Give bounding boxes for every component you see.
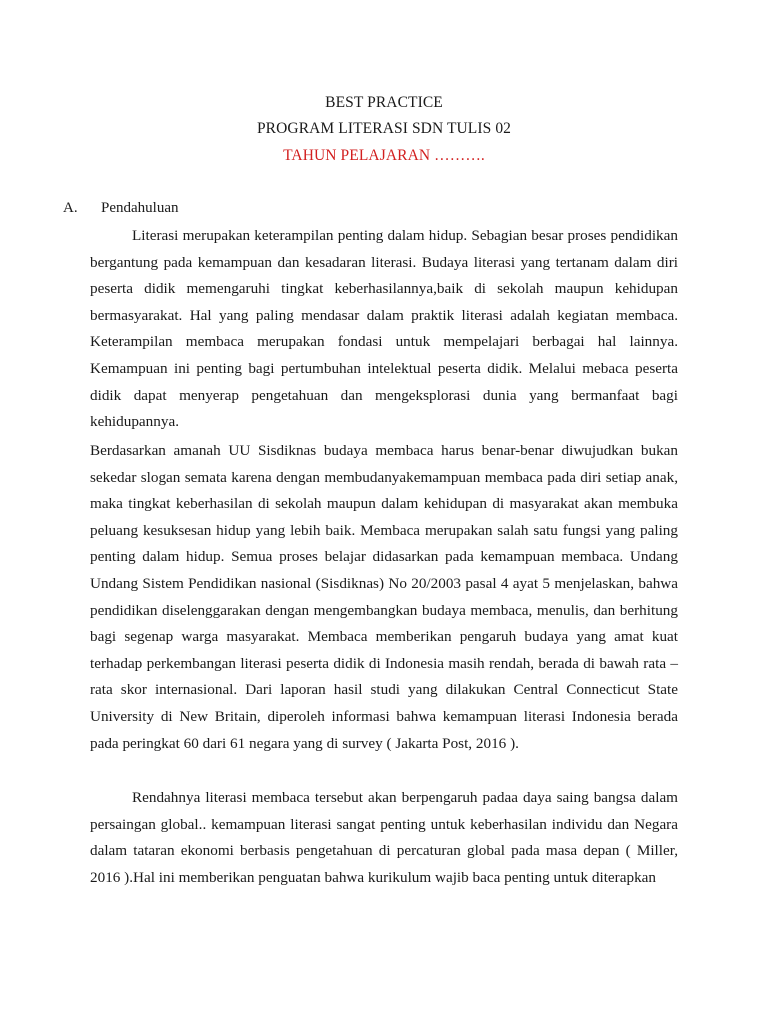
- section-heading-text: Pendahuluan: [101, 200, 179, 216]
- section-heading: [63, 200, 178, 217]
- document-title: BEST PRACTICE: [325, 94, 443, 111]
- section-letter: A.: [63, 200, 78, 216]
- paragraph-introduction: Literasi merupakan keterampilan penting dalam hidup. Sebagian besar proses pendidikan bergantung pada kemampuan dan kesadaran literasi. Budaya literasi yang tertanam dalam diri peserta didik memengaruhi tingkat keberhasilannya,baik di sekolah maupun kehidupan bermasyarakat. Hal yang paling mendasar dalam praktik literasi adalah kegiatan membaca. Keterampilan membaca merupakan fondasi untuk mempelajari berbagai hal lainnya. Kemampuan ini penting bagi pertumbuhan intelektual peserta didik. Melalui mebaca peserta didik dapat menyerap pengetahuan dan mengeksplorasi dunia yang bermanfaat bagi kehidupannya.: [90, 227, 678, 431]
- program-title: PROGRAM LITERASI SDN TULIS 02: [256, 120, 512, 137]
- paragraph-legal-basis: Berdasarkan amanah UU Sisdiknas budaya membaca harus benar-benar diwujudkan bukan sekedar slogan semata karena dengan membudanyakemampuan membaca pada diri setiap anak, maka tingkat keberhasilan di sekolah maupun dalam kehidupan di masyarakat akan membuka peluang kesuksesan hidup yang lebih baik. Membaca merupakan salah satu fungsi yang paling penting dalam hidup. Semua proses belajar didasarkan pada kemampuan membaca. Undang Undang Sistem Pendidikan nasional (Sisdiknas) No 20/2003 pasal 4 ayat 5 menjelaskan, bahwa pendidikan diselenggarakan dengan mengembangkan budaya membaca, menulis, dan berhitung bagi segenap warga masyarakat. Membaca memberikan pengaruh budaya yang amat kuat terhadap perkembangan literasi peserta didik di Indonesia masih rendah, berada di bawah rata – rata skor internasional. Dari laporan hasil studi yang dilakukan Central Connecticut State University di New Britain, diperoleh informasi bahwa kemampuan literasi Indonesia berada pada peringkat 60 dari 61 negara yang di survey ( Jakarta Post, 2016 ).: [90, 442, 678, 752]
- paragraph-competitiveness: Rendahnya literasi membaca tersebut akan berpengaruh padaa daya saing bangsa dalam persaingan global.. kemampuan literasi sangat penting untuk keberhasilan individu dan Negara dalam tataran ekonomi berbasis pengetahuan di percaturan global pada masa depan ( Miller, 2016 ).Hal ini memberikan penguatan bahwa kurikulum wajib baca penting untuk diterapkan: [90, 789, 678, 886]
- academic-year-title: TAHUN PELAJARAN ……….: [283, 147, 485, 164]
